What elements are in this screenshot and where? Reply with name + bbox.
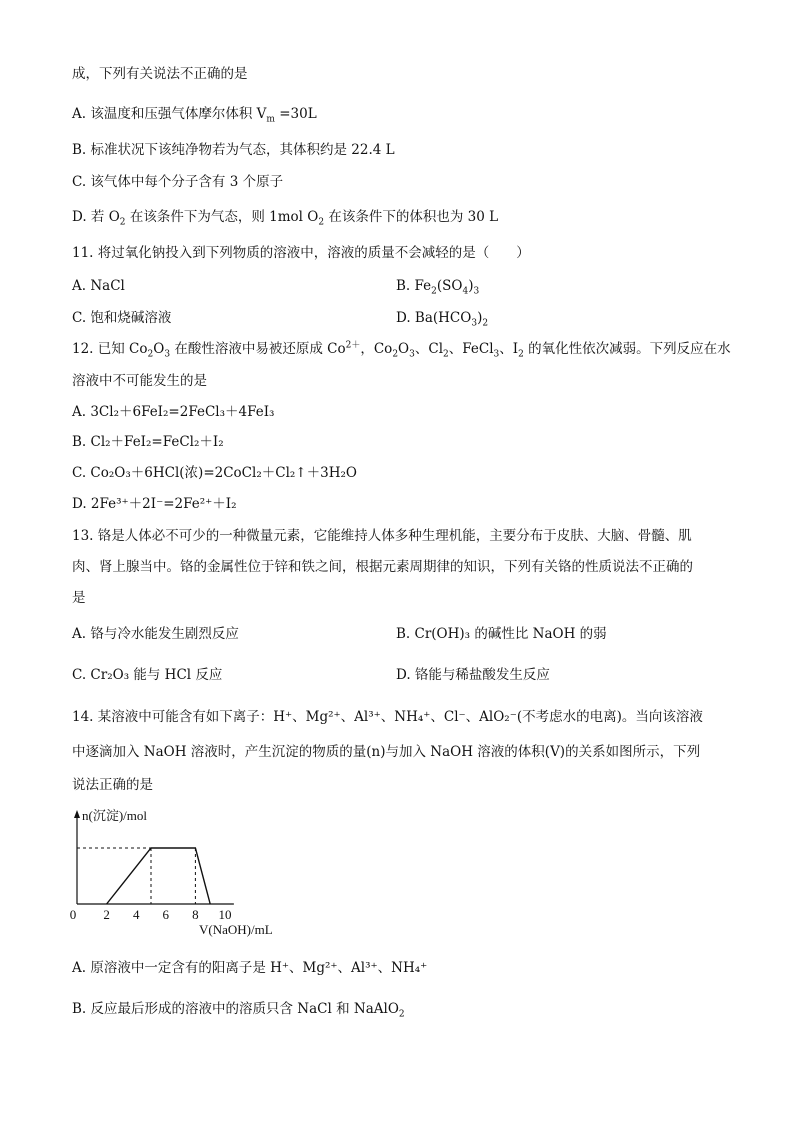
q12-option-c: C. Co₂O₃＋6HCl(浓)=2CoCl₂＋Cl₂↑＋3H₂O — [72, 465, 357, 481]
q10-option-a: A. 该温度和压强气体摩尔体积 $V_m =30L$ — [72, 106, 317, 125]
x-tick-label: 4 — [132, 907, 140, 922]
q14-option-b: B. 反应最后形成的溶液中的溶质只含 NaCl 和 NaAlO$_2$ — [72, 1001, 405, 1020]
q13-option-a: A. 铬与冷水能发生剧烈反应 — [72, 626, 239, 642]
q11-option-b: B. $Fe_2(SO_4)_3$ — [396, 278, 480, 297]
q14-stem-line2: 中逐滴加入 NaOH 溶液时，产生沉淀的物质的量(n)与加入 NaOH 溶液的体积(V)的关系如图所示，下列 — [72, 744, 701, 760]
q13-option-b: B. Cr(OH)₃ 的碱性比 NaOH 的弱 — [396, 626, 607, 642]
x-tick-label: 10 — [218, 907, 232, 922]
q14-option-a: A. 原溶液中一定含有的阳离子是 H⁺、Mg²⁺、Al³⁺、NH₄⁺ — [72, 960, 428, 976]
q10-option-b: B. 标准状况下该纯净物若为气态，其体积约是 22.4 L — [72, 142, 395, 158]
x-tick-label: 0 — [69, 907, 77, 922]
x-tick-label: 8 — [192, 907, 199, 922]
q12-option-b: B. Cl₂＋FeI₂=FeCl₂＋I₂ — [72, 434, 224, 450]
q12-option-d: D. 2Fe³⁺＋2I⁻=2Fe²⁺＋I₂ — [72, 496, 237, 512]
q13-option-d: D. 铬能与稀盐酸发生反应 — [396, 667, 550, 683]
q12-stem-line1: 12. 已知 $Co_2O_3$ 在酸性溶液中易被还原成 $Co^{2+}$，$Co_2O_3$、$Cl_2$、FeCl$_3$、$I_2$ 的氧化性依次减弱。下列反应在水 — [72, 340, 731, 360]
q11-option-a: A. NaCl — [72, 278, 125, 294]
intro-line: 成，下列有关说法不正确的是 — [72, 66, 248, 82]
q10-option-d: D. 若 $O_2$ 在该条件下为气态，则 1mol $O_2$ 在该条件下的体积也为 30 L — [72, 209, 499, 228]
x-tick-label: 6 — [162, 907, 170, 922]
q11-option-d: D. $Ba(HCO_3)_2$ — [396, 310, 489, 329]
q11-option-c: C. 饱和烧碱溶液 — [72, 310, 172, 326]
q14-stem-line3: 说法正确的是 — [72, 777, 153, 793]
precipitate-series-line — [107, 848, 211, 904]
q14-stem-line1: 14. 某溶液中可能含有如下离子：H⁺、Mg²⁺、Al³⁺、NH₄⁺、Cl⁻、AlO₂⁻(不考虑水的电离)。当向该溶液 — [72, 709, 703, 725]
q13-stem-line1: 13. 铬是人体必不可少的一种微量元素，它能维持人体多种生理机能，主要分布于皮肤、大脑、骨髓、肌 — [72, 528, 692, 544]
precipitate-chart — [66, 806, 306, 942]
y-axis-label: n(沉淀)/mol — [82, 808, 147, 823]
q10-option-c: C. 该气体中每个分子含有 3 个原子 — [72, 174, 284, 190]
q12-stem-line2: 溶液中不可能发生的是 — [72, 373, 207, 389]
q12-option-a: A. 3Cl₂＋6FeI₂=2FeCl₃＋4FeI₃ — [72, 404, 275, 420]
q13-option-c: C. Cr₂O₃ 能与 HCl 反应 — [72, 667, 223, 683]
x-tick-label: 2 — [103, 907, 110, 922]
q11-stem: 11. 将过氧化钠投入到下列物质的溶液中，溶液的质量不会减轻的是（ ） — [72, 245, 530, 261]
y-axis-arrow — [74, 810, 80, 818]
q13-stem-line3: 是 — [72, 590, 86, 606]
q13-stem-line2: 肉、肾上腺当中。铬的金属性位于锌和铁之间，根据元素周期律的知识，下列有关铬的性质说法不正确的 — [72, 559, 693, 575]
x-axis-label: V(NaOH)/mL — [199, 922, 273, 937]
